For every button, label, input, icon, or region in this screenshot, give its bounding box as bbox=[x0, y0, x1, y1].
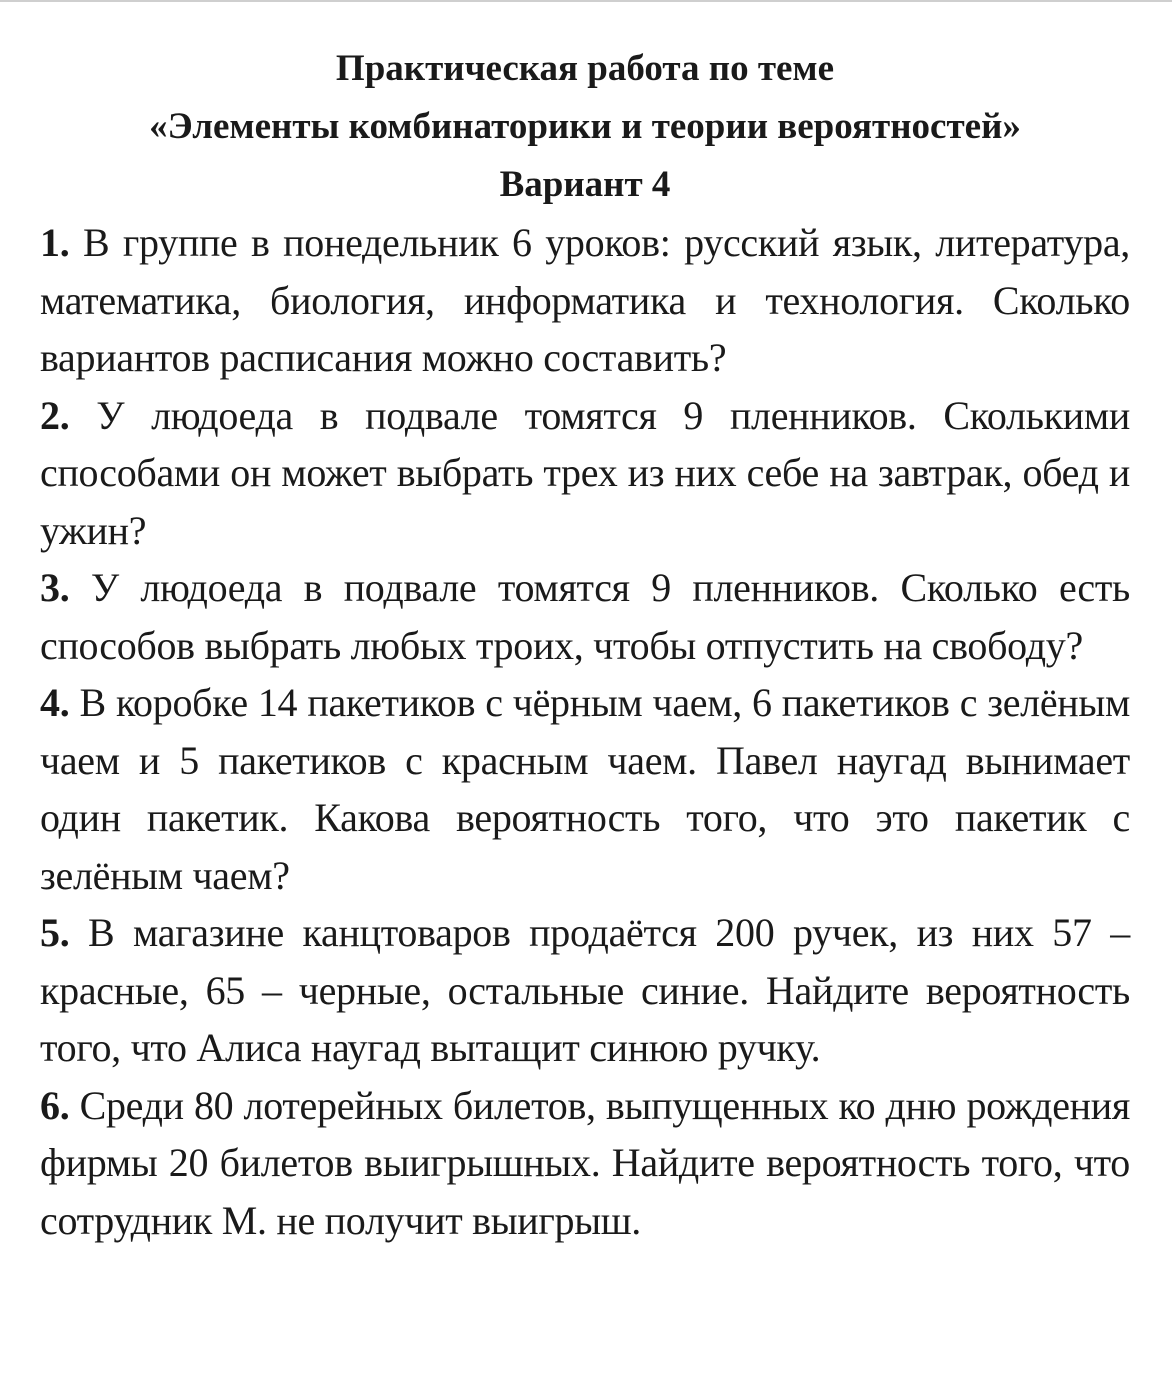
task-5 bbox=[40, 904, 1130, 1077]
document-title-line-2: «Элементы комбинаторики и теории вероятностей» bbox=[149, 106, 1021, 147]
variant-heading: Вариант 4 bbox=[499, 164, 671, 205]
top-border-line bbox=[0, 0, 1172, 2]
task-1 bbox=[40, 214, 1130, 387]
task-number: 4. bbox=[40, 680, 70, 725]
document-title-line-1: Практическая работа по теме bbox=[335, 48, 835, 89]
task-number: 1. bbox=[40, 220, 70, 265]
task-number: 5. bbox=[40, 910, 70, 955]
task-text: В группе в понедельник 6 уроков: русский язык, литература, математика, биология, информатика и технология. Сколько вариантов расписания можно составить? bbox=[40, 220, 1131, 380]
task-text: У людоеда в подвале томятся 9 пленников. Сколькими способами он может выбрать трех из них себе на завтрак, обед и ужин? bbox=[40, 392, 1131, 553]
task-text: У людоеда в подвале томятся 9 пленников. Сколько есть способов выбрать любых троих, чтобы отпустить на свободу? bbox=[40, 565, 1130, 668]
task-text: В магазине канцтоваров продаётся 200 ручек, из них 57 – красные, 65 – черные, остальные синие. Найдите вероятность того, что Алиса наугад вытащит синюю ручку. bbox=[40, 910, 1130, 1070]
task-text: В коробке 14 пакетиков с чёрным чаем, 6 пакетиков с зелёным чаем и 5 пакетиков с красным чаем. Павел наугад вынимает один пакетик. Какова вероятность того, что это пакетик с зелёным чаем? bbox=[40, 680, 1130, 898]
document-page bbox=[40, 40, 1130, 1249]
task-3 bbox=[40, 559, 1130, 674]
task-number: 6. bbox=[40, 1082, 70, 1128]
task-number: 2. bbox=[40, 392, 70, 438]
task-4 bbox=[40, 674, 1130, 904]
task-text: Среди 80 лотерейных билетов, выпущенных ко дню рождения фирмы 20 билетов выигрышных. Найдите вероятность того, что сотрудник М. не получит выигрыш. bbox=[40, 1082, 1130, 1243]
task-number: 3. bbox=[40, 565, 70, 610]
task-6 bbox=[40, 1077, 1130, 1250]
task-2 bbox=[40, 387, 1130, 560]
